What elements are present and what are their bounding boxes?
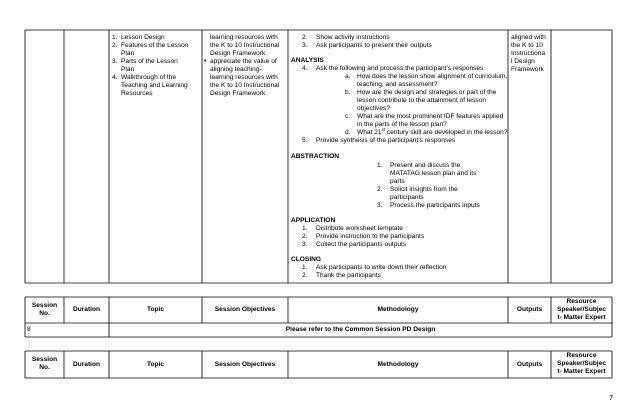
objective-text: the K to 10 Instructional [210, 82, 280, 89]
objective-text: learning resources with [210, 34, 278, 41]
abstraction-heading: ABSTRACTION [291, 153, 339, 160]
output-line: Instructiona [511, 50, 546, 57]
method-text: Distribute worksheet template [316, 225, 403, 232]
application-heading: APPLICATION [291, 217, 336, 224]
objective-text: aligning teaching- [210, 66, 262, 73]
topic-text: Plan [121, 50, 135, 57]
objective-text: appreciate the value of [210, 58, 277, 65]
page-number: 7 [609, 395, 613, 402]
sub-text: teaching, and assessment? [357, 81, 438, 88]
session-number: 8 [27, 326, 31, 333]
header-methodology: Methodology [377, 306, 419, 313]
method-text: MATATAG lesson plan and its [390, 170, 477, 177]
method-number: 3. [377, 202, 383, 209]
method-text: participants [390, 194, 424, 201]
header-outputs: Outputs [516, 361, 543, 368]
header-session-no: Session No. [31, 356, 58, 371]
method-text: Solicit insights from the [390, 186, 458, 193]
header-session-no: Session No. [31, 302, 58, 317]
method-text: Provide instruction to the participants [316, 233, 425, 240]
method-text: Ask participants to write down their reflection [316, 264, 447, 271]
topic-number: 4. [112, 74, 118, 81]
output-line: aligned with [511, 34, 546, 41]
analysis-heading: ANALYSIS [291, 57, 324, 64]
topic-number: 2. [112, 42, 118, 49]
sub-letter: d. [345, 129, 351, 136]
topic-text: Teaching and Learning [121, 82, 188, 89]
methodology-cell [291, 34, 506, 282]
objective-text: the K to 10 Instructional [210, 42, 280, 49]
header-duration: Duration [72, 306, 101, 313]
sub-text: in the parts of the lesson plan? [357, 121, 447, 128]
output-line: Framework [511, 66, 544, 73]
topic-text: Plan [121, 66, 135, 73]
objective-text: Design Framework [210, 90, 266, 97]
method-number: 1. [377, 162, 383, 169]
header-session-objectives: Session Objectives [214, 306, 276, 313]
closing-heading: CLOSING [291, 256, 322, 263]
method-text: Provide synthesis of the participant’s responses [316, 137, 456, 144]
method-number: 3. [302, 241, 308, 248]
output-line: the K to 10 [511, 42, 543, 49]
sub-text: How are the design and strategies or part of the [357, 89, 497, 96]
header-methodology: Methodology [377, 361, 419, 368]
sub-letter: b. [345, 89, 351, 96]
common-session-note: Please refer to the Common Session PD Design [285, 326, 436, 333]
sub-text: objectives? [357, 105, 390, 112]
sub-letter: c. [345, 113, 351, 120]
sub-text: How does the lesson show alignment of curriculum, [357, 73, 508, 80]
topic-number: 3. [112, 58, 118, 65]
bullet-icon: • [204, 58, 207, 65]
header-outputs: Outputs [516, 306, 543, 313]
topic-text: Features of the Lesson [121, 42, 189, 49]
method-text: Thank the participants [316, 272, 381, 279]
method-text: Collect the participants outputs [316, 241, 407, 248]
topic-number: 1. [112, 34, 118, 41]
objective-text: learning resources with [210, 74, 278, 81]
objective-text: Design Framework [210, 50, 266, 57]
topic-text: Lesson Design [121, 34, 165, 41]
method-number: 4. [302, 65, 308, 72]
method-number: 2. [377, 186, 383, 193]
sub-text: What are the most prominent IDF features applied [357, 113, 504, 120]
header-resource-speaker: Resource Speaker/Subjec t- Matter Expert [556, 352, 607, 375]
method-number: 2. [302, 272, 308, 279]
method-text: Show activity instructions [316, 34, 390, 41]
method-number: 2. [302, 34, 308, 41]
method-text: Ask the following and process the participant’s responses [316, 65, 484, 72]
method-number: 1. [302, 225, 308, 232]
method-number: 5. [302, 137, 308, 144]
header-duration: Duration [72, 361, 101, 368]
topic-text: Parts of the Lesson [121, 58, 178, 65]
header-session-objectives: Session Objectives [214, 361, 276, 368]
sub-text: lesson contribute to the attainment of lesson [357, 97, 487, 104]
header-resource-speaker: Resource Speaker/Subjec t- Matter Expert [556, 298, 607, 321]
method-text: Process the participants inputs [390, 202, 480, 209]
header-topic: Topic [146, 306, 165, 313]
method-number: 2. [302, 233, 308, 240]
method-text: Present and discuss the [390, 162, 461, 169]
topic-text: Resources [121, 90, 153, 97]
topic-text: Walkthrough of the [121, 74, 177, 81]
output-line: l Design [511, 58, 535, 65]
method-number: 1. [302, 264, 308, 271]
sub-text: What 21st century skill are developed in the lesson? [357, 126, 508, 136]
method-text: parts [390, 178, 405, 185]
method-number: 3. [302, 42, 308, 49]
header-topic: Topic [146, 361, 165, 368]
method-text: Ask participants to present their outputs [316, 42, 432, 49]
sub-letter: a. [345, 73, 351, 80]
